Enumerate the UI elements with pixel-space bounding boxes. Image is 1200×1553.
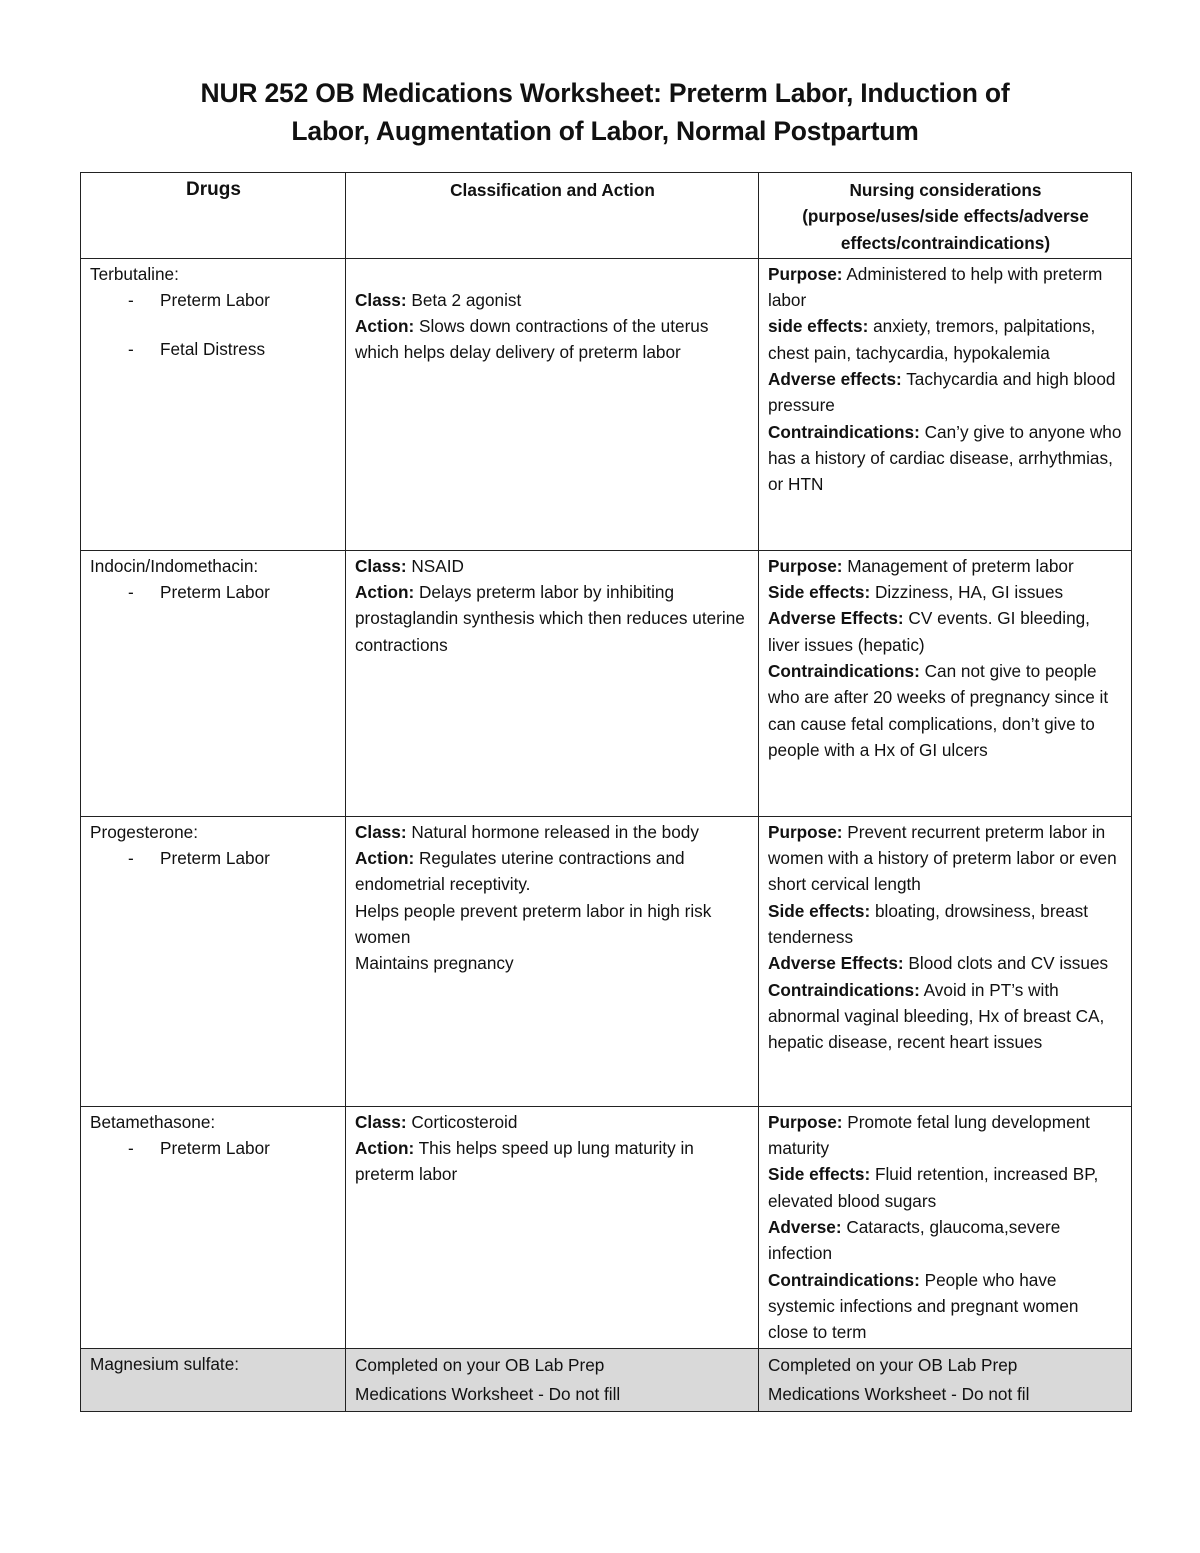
contraindications-value: People who have systemic infections and pregnant women close to term bbox=[768, 1269, 1079, 1343]
note-line: Completed on your OB Lab Prep bbox=[355, 1354, 605, 1375]
side-effects-value: anxiety, tremors, palpitations, chest pain, tachycardia, hypokalemia bbox=[768, 316, 1096, 363]
class-label: Class: bbox=[355, 289, 407, 310]
side-effects-label: Side effects: bbox=[768, 582, 871, 603]
drug-name: Betamethasone: bbox=[90, 1111, 216, 1132]
nursing-cell bbox=[759, 1106, 1132, 1348]
table-row bbox=[81, 816, 1132, 1106]
action-value: Slows down contractions of the uterus which helps delay delivery of preterm labor bbox=[355, 316, 709, 363]
side-effects-label: Side effects: bbox=[768, 900, 871, 921]
action-value: This helps speed up lung maturity in preterm labor bbox=[355, 1138, 694, 1185]
side-effects-value: Fluid retention, increased BP, elevated blood sugars bbox=[768, 1164, 1099, 1211]
drug-cell bbox=[81, 258, 346, 550]
adverse-label: Adverse Effects: bbox=[768, 608, 904, 629]
action-note: Helps people prevent preterm labor in high risk women bbox=[355, 900, 712, 948]
action-label: Action: bbox=[355, 1138, 415, 1159]
action-note: Maintains pregnancy bbox=[355, 953, 514, 974]
class-label: Class: bbox=[355, 821, 407, 842]
adverse-label: Adverse: bbox=[768, 1217, 842, 1238]
action-value: Regulates uterine contractions and endometrial receptivity. bbox=[355, 848, 685, 895]
drug-name: Indocin/Indomethacin: bbox=[90, 555, 259, 576]
header-classification: Classification and Action bbox=[346, 173, 759, 259]
class-value: Corticosteroid bbox=[406, 1111, 518, 1132]
indication-item: - Preterm Labor bbox=[90, 579, 337, 605]
nursing-cell bbox=[759, 1348, 1132, 1411]
side-effects-value: bloating, drowsiness, breast tenderness bbox=[768, 900, 1089, 948]
purpose-value: Management of preterm labor bbox=[842, 555, 1074, 576]
classification-cell bbox=[346, 1348, 759, 1411]
class-value: NSAID bbox=[406, 555, 464, 576]
purpose-value: Administered to help with preterm labor bbox=[768, 263, 1103, 311]
note-line: Completed on your OB Lab Prep bbox=[768, 1354, 1018, 1375]
indication-item: - Preterm Labor bbox=[90, 1135, 337, 1161]
side-effects-value: Dizziness, HA, GI issues bbox=[870, 582, 1064, 603]
indication-list bbox=[90, 287, 337, 363]
nursing-cell bbox=[759, 258, 1132, 550]
purpose-label: Purpose: bbox=[768, 821, 843, 842]
medications-table bbox=[80, 172, 1132, 1412]
drug-name: Progesterone: bbox=[90, 821, 198, 842]
action-label: Action: bbox=[355, 582, 415, 603]
purpose-label: Purpose: bbox=[768, 555, 843, 576]
table-header-row bbox=[81, 173, 1132, 259]
nursing-cell bbox=[759, 816, 1132, 1106]
indication-list bbox=[90, 845, 337, 871]
contraindications-value: Can’y give to anyone who has a history of cardiac disease, arrhythmias, or HTN bbox=[768, 421, 1122, 495]
title-line-2: Labor, Augmentation of Labor, Normal Postpartum bbox=[291, 116, 919, 146]
note-line: Medications Worksheet - Do not fil bbox=[768, 1383, 1030, 1404]
indication-item: - Preterm Labor bbox=[90, 845, 337, 871]
classification-cell bbox=[346, 1106, 759, 1348]
purpose-label: Purpose: bbox=[768, 1111, 843, 1132]
indication-item: - Preterm Labor bbox=[90, 287, 337, 313]
drug-name: Magnesium sulfate: bbox=[90, 1353, 240, 1374]
purpose-label: Purpose: bbox=[768, 263, 843, 284]
side-effects-label: side effects: bbox=[768, 316, 869, 337]
action-label: Action: bbox=[355, 848, 415, 869]
indication-list bbox=[90, 579, 337, 605]
indication-list bbox=[90, 1135, 337, 1161]
classification-cell bbox=[346, 550, 759, 816]
action-label: Action: bbox=[355, 316, 415, 337]
class-label: Class: bbox=[355, 555, 407, 576]
drug-cell bbox=[81, 1106, 346, 1348]
drug-cell bbox=[81, 550, 346, 816]
adverse-value: CV events. GI bleeding, liver issues (hepatic) bbox=[768, 608, 1090, 655]
indication-item: - Fetal Distress bbox=[90, 336, 337, 362]
drug-cell bbox=[81, 816, 346, 1106]
table-row bbox=[81, 550, 1132, 816]
table-row-shaded bbox=[81, 1348, 1132, 1411]
purpose-value: Prevent recurrent preterm labor in women with a history of preterm labor or even short cervical length bbox=[768, 821, 1117, 895]
table-row bbox=[81, 1106, 1132, 1348]
adverse-label: Adverse effects: bbox=[768, 369, 902, 390]
class-value: Beta 2 agonist bbox=[406, 289, 522, 310]
contraindications-label: Contraindications: bbox=[768, 1269, 920, 1290]
classification-cell bbox=[346, 258, 759, 550]
drug-name: Terbutaline: bbox=[90, 263, 179, 284]
classification-cell bbox=[346, 816, 759, 1106]
header-nursing: Nursing considerations (purpose/uses/side effects/adverse effects/contraindications) bbox=[759, 173, 1132, 259]
header-drugs: Drugs bbox=[81, 173, 346, 259]
action-value: Delays preterm labor by inhibiting prostaglandin synthesis which then reduces uterine contractions bbox=[355, 582, 745, 655]
purpose-value: Promote fetal lung development maturity bbox=[768, 1111, 1090, 1159]
side-effects-label: Side effects: bbox=[768, 1164, 871, 1185]
contraindications-label: Contraindications: bbox=[768, 421, 920, 442]
drug-cell bbox=[81, 1348, 346, 1411]
note-line: Medications Worksheet - Do not fill bbox=[355, 1383, 621, 1404]
contraindications-label: Contraindications: bbox=[768, 661, 920, 682]
title-line-1: NUR 252 OB Medications Worksheet: Preterm Labor, Induction of bbox=[200, 78, 1010, 108]
contraindications-label: Contraindications: bbox=[768, 979, 920, 1000]
page-title bbox=[80, 74, 1130, 150]
contraindications-value: Avoid in PT’s with abnormal vaginal bleeding, Hx of breast CA, hepatic disease, recent heart issues bbox=[768, 979, 1105, 1053]
adverse-value: Cataracts, glaucoma,severe infection bbox=[768, 1217, 1061, 1264]
class-value: Natural hormone released in the body bbox=[406, 821, 699, 842]
contraindications-value: Can not give to people who are after 20 weeks of pregnancy since it can cause fetal complications, don’t give to people with a Hx of GI ulcers bbox=[768, 661, 1109, 760]
nursing-cell bbox=[759, 550, 1132, 816]
adverse-label: Adverse Effects: bbox=[768, 953, 904, 974]
adverse-value: Blood clots and CV issues bbox=[903, 953, 1109, 974]
adverse-value: Tachycardia and high blood pressure bbox=[768, 369, 1116, 416]
table-row bbox=[81, 258, 1132, 550]
class-label: Class: bbox=[355, 1111, 407, 1132]
